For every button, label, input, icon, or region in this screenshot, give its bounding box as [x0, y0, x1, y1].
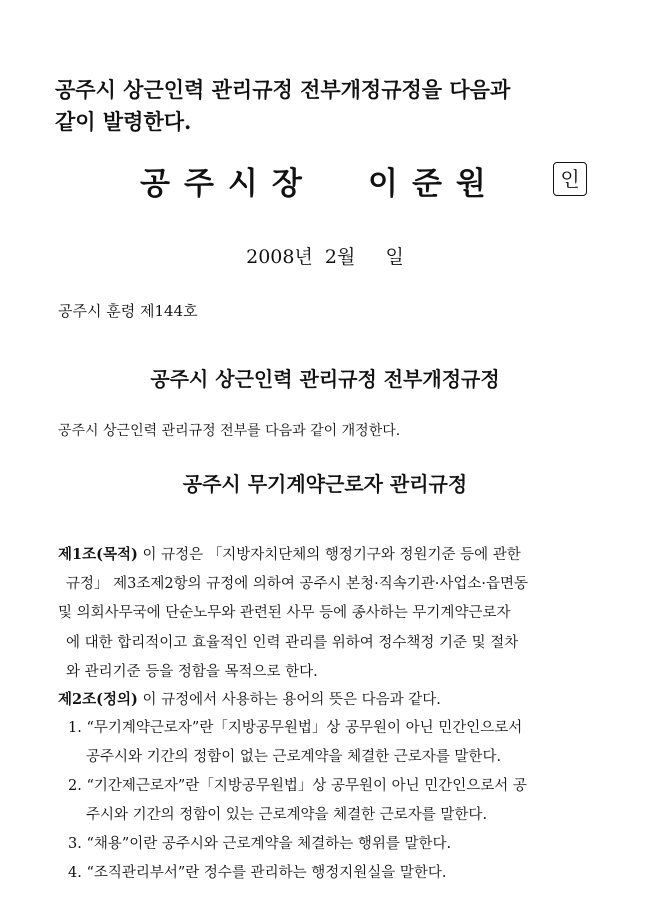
definition-item: 2. “기간제근로자”란「지방공무원법」상 공무원이 아닌 민간인으로서 공	[68, 778, 527, 794]
definition-item-continuation: 주시와 기간의 정함이 있는 근로계약을 체결한 근로자를 말한다.	[86, 807, 488, 823]
article-1-line: 에 대한 합리적이고 효율적인 인력 관리를 위하여 정수책정 기준 및 절차	[66, 634, 519, 651]
article-2-text: 이 규정에서 사용하는 용어의 뜻은 다음과 같다.	[137, 692, 441, 708]
seal-char: 인	[560, 167, 580, 191]
article-1	[58, 540, 604, 688]
article-1-line	[58, 540, 604, 570]
signer-title: 공주시장	[140, 166, 316, 202]
signer-block	[0, 158, 650, 208]
article-1-line: 및 의회사무국에 단순노무와 관련된 사무 등에 종사하는 무기계약근로자	[58, 605, 511, 621]
order-number: 공주시 훈령 제144호	[58, 302, 198, 320]
document-title: 공주시 상근인력 관리규정 전부개정규정	[150, 367, 500, 391]
issue-date: 2008년 2월 일	[246, 246, 404, 268]
definition-item: 4. “조직관리부서”란 정수를 관리하는 행정지원실을 말한다.	[68, 865, 447, 881]
article-1-text: 이 규정은 「지방자치단체의 행정기구와 정원기준 등에 관한	[137, 547, 521, 563]
definition-item: 1. “무기계약근로자”란「지방공무원법」상 공무원이 아닌 민간인으로서	[68, 720, 523, 736]
promulgation-statement	[55, 74, 615, 138]
regulation-title: 공주시 무기계약근로자 관리규정	[182, 472, 468, 496]
promulgation-line-1: 공주시 상근인력 관리규정 전부개정규정을 다음과	[55, 77, 511, 102]
intro-statement: 공주시 상근인력 관리규정 전부를 다음과 같이 개정한다.	[58, 423, 401, 439]
promulgation-line-2: 같이 발령한다.	[55, 109, 192, 134]
article-2-intro	[58, 686, 604, 714]
definition-item-continuation: 공주시와 기간의 정함이 없는 근로계약을 체결한 근로자를 말한다.	[86, 749, 502, 765]
definition-item: 3. “채용”이란 공주시와 근로계약을 체결하는 행위를 말한다.	[68, 836, 452, 852]
article-1-line: 규정」 제3조제2항의 규정에 의하여 공주시 본청·직속기관·사업소·읍면동	[66, 575, 529, 592]
signer-name: 이준원	[368, 166, 500, 202]
seal-icon	[553, 162, 587, 196]
article-1-line: 와 관리기준 등을 정함을 목적으로 한다.	[66, 664, 318, 680]
article-2	[58, 686, 604, 888]
article-2-heading: 제2조(정의)	[58, 691, 138, 708]
article-1-heading: 제1조(목적)	[58, 546, 138, 563]
